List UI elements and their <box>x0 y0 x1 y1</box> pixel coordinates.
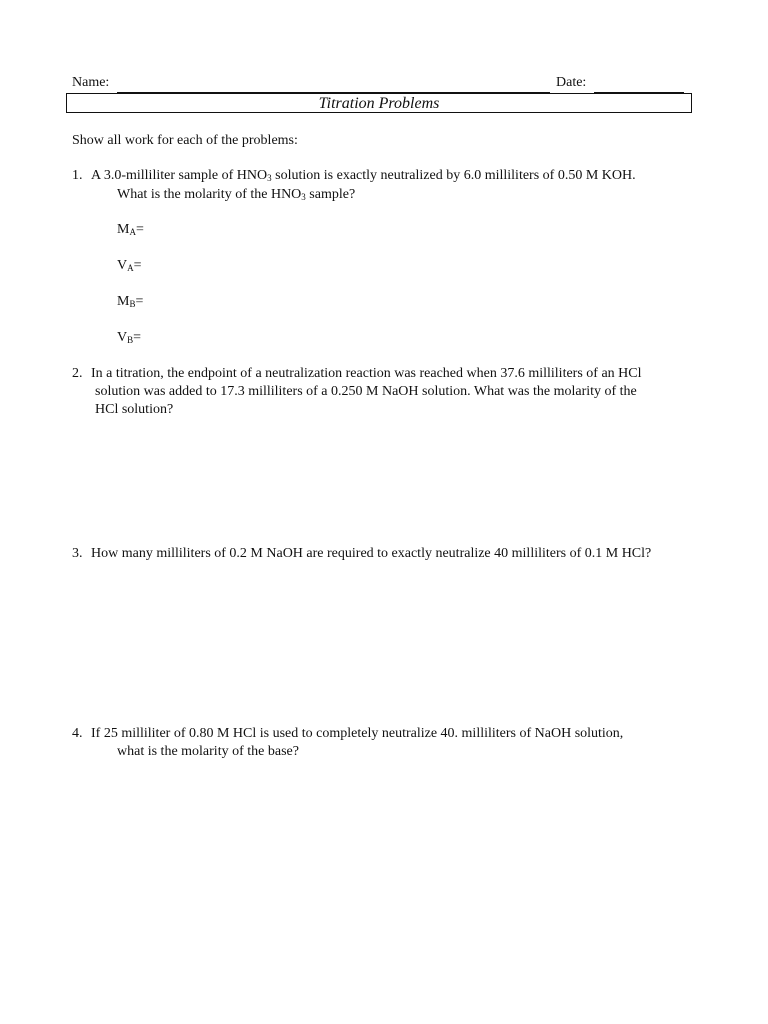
question-text-line: what is the molarity of the base? <box>117 744 299 759</box>
variable-vb: $V_B=$ <box>117 330 142 345</box>
question-text-line: What is the molarity of the $HNO_3$ sample? <box>117 187 356 202</box>
question-text-line: solution was added to 17.3 milliliters of a 0.250 M NaOH solution. What was the molarity of the <box>95 384 637 399</box>
question-number: 1. <box>72 168 83 183</box>
question-text-line: How many milliliters of 0.2 M NaOH are required to exactly neutralize 40 milliliters of 0.1 M HCl? <box>91 546 652 561</box>
instructions-text: Show all work for each of the problems: <box>72 133 298 148</box>
question-number: 2. <box>72 366 83 381</box>
variable-mb: $M_B=$ <box>117 294 144 309</box>
question-number: 4. <box>72 726 83 741</box>
question-text-line: HCl solution? <box>95 402 174 417</box>
question-text-line: A 3.0-milliliter sample of $HNO_3$ solution is exactly neutralized by 6.0 milliliters of 0.50 M KOH. <box>91 168 636 183</box>
variable-va: $V_A=$ <box>117 258 142 273</box>
variable-ma: $M_A=$ <box>117 222 144 237</box>
question-text-line: If 25 milliliter of 0.80 M HCl is used to completely neutralize 40. milliliters of NaOH solution, <box>91 726 624 741</box>
name-label: Name: <box>72 75 110 90</box>
page-title: Titration Problems <box>318 95 440 112</box>
question-number: 3. <box>72 546 83 561</box>
date-label: Date: <box>556 75 587 90</box>
title-box <box>66 93 692 113</box>
question-text-line: In a titration, the endpoint of a neutralization reaction was reached when 37.6 milliliters of an HCl <box>91 366 642 381</box>
